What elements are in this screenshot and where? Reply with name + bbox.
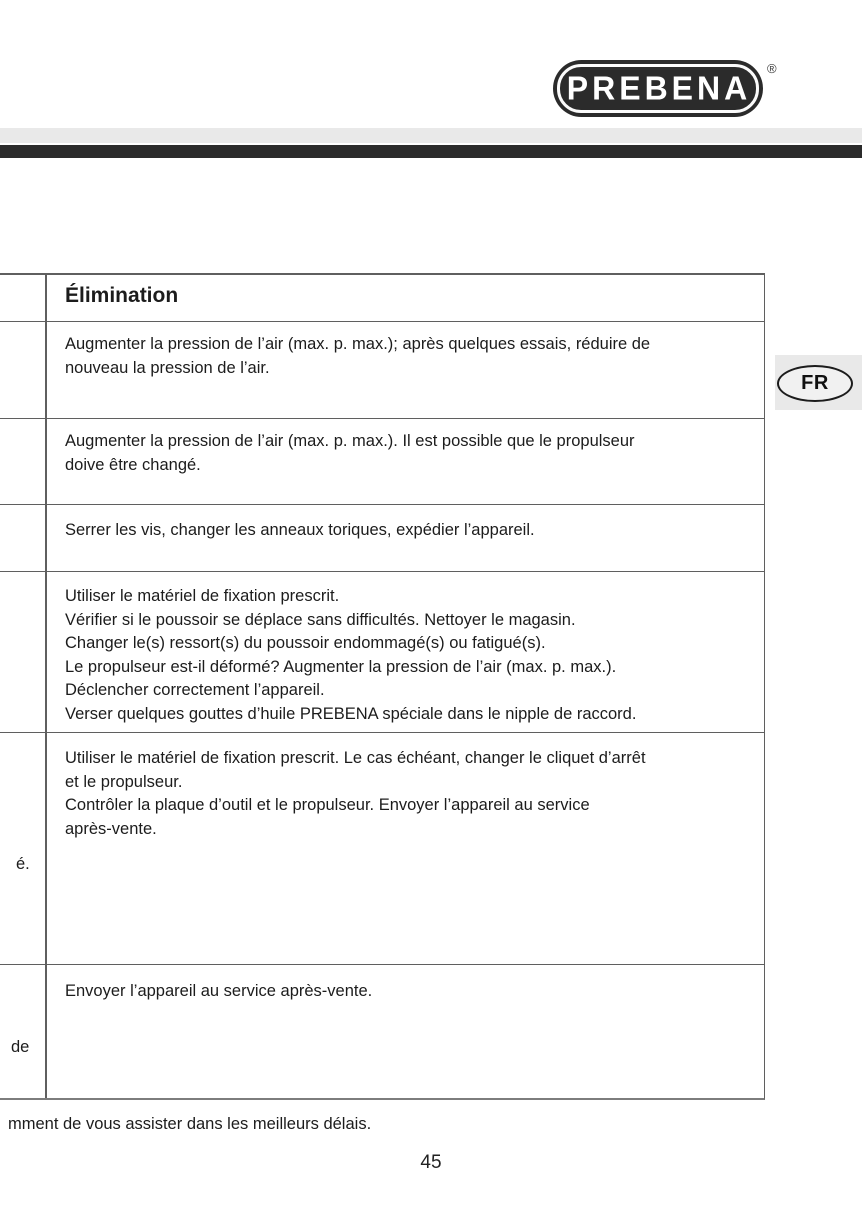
table-header-row — [0, 275, 764, 322]
solution-line: Changer le(s) ressort(s) du poussoir endommagé(s) ou fatigué(s). — [65, 634, 546, 652]
header-stripe-gray — [0, 128, 862, 143]
fr-badge-label: FR — [801, 372, 829, 394]
column-header-elimination: Élimination — [65, 284, 179, 307]
logo-pill-shape — [553, 60, 763, 117]
solution-line: Envoyer l’appareil au service après-vente. — [65, 982, 373, 1000]
language-tab-panel — [775, 355, 862, 410]
table-row — [0, 505, 764, 572]
solution-line: après-vente. — [65, 819, 157, 838]
header-stripe-dark — [0, 145, 862, 158]
left-column-fragment: de — [11, 1038, 30, 1056]
table-row — [0, 419, 764, 505]
table-row — [0, 965, 764, 1102]
solution-line: Contrôler la plaque d’outil et le propulseur. Envoyer l’appareil au service — [65, 796, 590, 814]
solution-line: Déclencher correctement l’appareil. — [65, 681, 325, 699]
solution-line: Serrer les vis, changer les anneaux toriques, expédier l’appareil. — [65, 521, 535, 539]
solution-line: Augmenter la pression de l’air (max. p. max.); après quelques essais, réduire de — [65, 335, 651, 353]
table-row — [0, 572, 764, 733]
table-row — [0, 322, 764, 419]
solution-line: Utiliser le matériel de fixation prescrit. — [65, 587, 340, 605]
solution-line: Augmenter la pression de l’air (max. p. max.). Il est possible que le propulseur — [65, 432, 635, 450]
logo-text: PREBENA — [566, 69, 752, 107]
table-column-divider — [45, 275, 47, 1098]
page-number: 45 — [420, 1152, 442, 1173]
solution-line: Vérifier si le poussoir se déplace sans difficultés. Nettoyer le magasin. — [65, 610, 576, 629]
left-column-fragment: é. — [16, 855, 30, 873]
fr-language-badge — [777, 365, 853, 402]
solution-line: et le propulseur. — [65, 772, 183, 791]
logo-inner-ring — [557, 64, 759, 113]
solution-line: Utiliser le matériel de fixation prescrit. Le cas échéant, changer le cliquet d’arrêt — [65, 749, 646, 767]
solution-line: Le propulseur est-il déformé? Augmenter la pression de l’air (max. p. max.). — [65, 657, 617, 676]
solution-line: Verser quelques gouttes d’huile PREBENA spéciale dans le nipple de raccord. — [65, 704, 637, 723]
troubleshooting-table — [0, 273, 765, 1100]
table-row — [0, 733, 764, 965]
registered-trademark-icon: ® — [767, 61, 777, 76]
solution-line: nouveau la pression de l’air. — [65, 358, 270, 377]
solution-line: doive être changé. — [65, 455, 201, 474]
footer-note: mment de vous assister dans les meilleurs délais. — [8, 1115, 372, 1133]
prebena-logo — [553, 60, 763, 117]
